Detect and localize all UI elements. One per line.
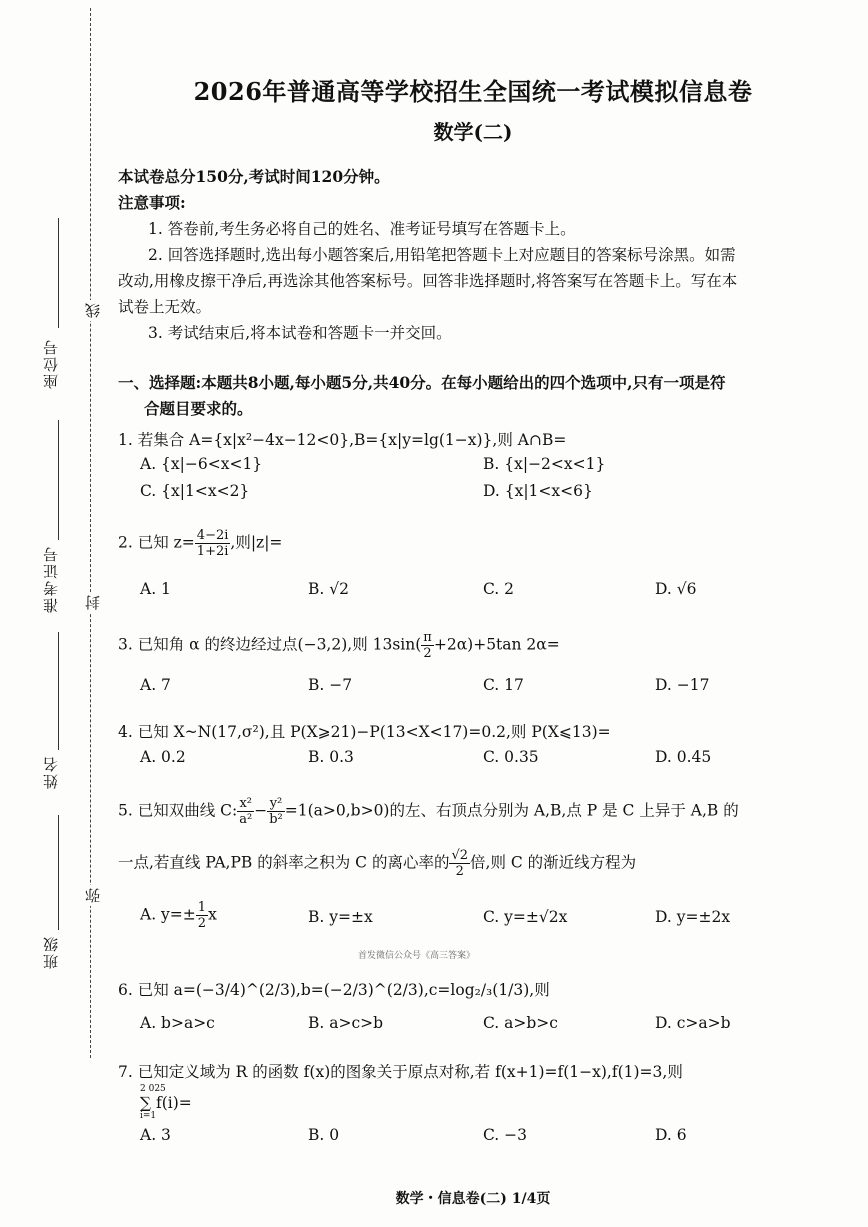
mark-seal: 封 <box>82 592 103 613</box>
exam-id-label: 准考证号 <box>42 545 60 613</box>
q3-option-a: A. 7 <box>140 676 171 694</box>
page-footer: 数学・信息卷(二) 1/4页 <box>395 1191 551 1207</box>
q5-fraction-y <box>267 796 285 827</box>
q3-denominator: 2 <box>423 646 432 661</box>
q5-stem-line2 <box>118 848 636 879</box>
notice-2c: 试卷上无效。 <box>118 298 212 316</box>
notice-1: 1. 答卷前,考生务必将自己的姓名、准考证号填写在答题卡上。 <box>148 220 576 238</box>
class-blank <box>58 815 59 930</box>
q2-stem-post: ,则|z|= <box>230 533 283 552</box>
q4-option-d: D. 0.45 <box>655 748 712 766</box>
q5-option-d: D. y=±2x <box>655 908 731 926</box>
q6-option-c: C. a>b>c <box>483 1014 558 1032</box>
q6-option-b: B. a>c>b <box>308 1014 384 1032</box>
watermark: 首发微信公众号《高三答案》 <box>358 951 476 961</box>
page-subtitle: 数学(二) <box>433 120 513 144</box>
q1-option-c: C. {x|1<x<2} <box>140 482 250 500</box>
q5-num-y: y² <box>267 796 285 812</box>
q1-option-d: D. {x|1<x<6} <box>483 482 593 500</box>
q6-option-a: A. b>a>c <box>140 1014 215 1032</box>
q2-option-d: D. √6 <box>655 580 697 598</box>
q7-sum: ∑ f(i)= <box>140 1094 192 1112</box>
q5-option-a-pre: A. y=± <box>140 905 196 924</box>
q3-option-c: C. 17 <box>483 676 524 694</box>
name-blank <box>58 632 59 750</box>
notice-heading: 注意事项: <box>118 193 186 212</box>
mark-line: 线 <box>82 300 103 321</box>
q5-option-c: C. y=±√2x <box>483 908 568 926</box>
notice-2a: 2. 回答选择题时,选出每小题答案后,用铅笔把答题卡上对应题目的答案标号涂黑。如需 <box>148 246 736 264</box>
q5-stem <box>118 796 739 827</box>
q5-fraction-ratio <box>449 848 470 879</box>
q4-option-c: C. 0.35 <box>483 748 539 766</box>
q4-option-b: B. 0.3 <box>308 748 354 766</box>
q2-option-a: A. 1 <box>140 580 171 598</box>
name-label: 姓名 <box>42 755 60 789</box>
q1-option-b: B. {x|−2<x<1} <box>483 455 606 473</box>
notice-2b: 改动,用橡皮擦干净后,再选涂其他答案标号。回答非选择题时,将答案写在答题卡上。写在本 <box>118 272 738 290</box>
q2-stem-pre: 2. 已知 z= <box>118 533 195 552</box>
mark-close: 弥 <box>82 885 103 906</box>
q7-sum-top: 2 025 <box>140 1084 166 1094</box>
q2-option-c: C. 2 <box>483 580 515 598</box>
seat-blank <box>58 218 59 328</box>
q3-option-b: B. −7 <box>308 676 353 694</box>
q4-option-a: A. 0.2 <box>140 748 186 766</box>
exam-id-blank <box>58 420 59 540</box>
q5-option-a-fraction <box>196 900 208 931</box>
q1-stem: 1. 若集合 A={x|x²−4x−12<0},B={x|y=lg(1−x)},则 A∩B= <box>118 431 567 449</box>
q3-fraction <box>421 630 434 661</box>
q3-numerator: π <box>423 630 432 645</box>
section-heading: 一、选择题:本题共8小题,每小题5分,共40分。在每小题给出的四个选项中,只有一项是符 <box>118 373 726 392</box>
q5-num-x: x² <box>237 796 254 812</box>
score-time: 本试卷总分150分,考试时间120分钟。 <box>118 167 390 186</box>
q5-option-a-num: 1 <box>197 900 207 915</box>
q6-option-d: D. c>a>b <box>655 1014 731 1032</box>
q5-option-b: B. y=±x <box>308 908 373 926</box>
q7-option-a: A. 3 <box>140 1126 171 1144</box>
q5-num-ratio: √2 <box>451 848 469 863</box>
page-title: 2026年普通高等学校招生全国统一考试模拟信息卷 <box>193 77 753 106</box>
q2-stem <box>118 528 282 559</box>
q3-stem <box>118 630 560 661</box>
q1-option-a: A. {x|−6<x<1} <box>140 455 263 473</box>
q4-stem: 4. 已知 X~N(17,σ²),且 P(X⩾21)−P(13<X<17)=0.2,则 P(X⩽13)= <box>118 723 611 741</box>
q5-option-a <box>140 900 217 931</box>
q3-stem-post: +2α)+5tan 2α= <box>433 635 560 654</box>
q6-stem: 6. 已知 a=(−3/4)^(2/3),b=(−2/3)^(2/3),c=log₂/₃(1/3),则 <box>118 981 550 999</box>
q5-den-ratio: 2 <box>455 864 464 879</box>
q5-stem-post: =1(a>0,b>0)的左、右顶点分别为 A,B,点 P 是 C 上异于 A,B 的 <box>284 801 739 820</box>
notice-3: 3. 考试结束后,将本试卷和答题卡一并交回。 <box>148 324 452 342</box>
q2-fraction <box>195 528 231 559</box>
q7-option-b: B. 0 <box>308 1126 340 1144</box>
q2-denominator: 1+2i <box>196 544 229 559</box>
q5-fraction-x <box>237 796 254 827</box>
q5-den-a: a² <box>239 812 253 827</box>
seat-label: 座位号 <box>42 338 60 389</box>
q5-line2-pre: 一点,若直线 PA,PB 的斜率之积为 C 的离心率的 <box>118 853 450 872</box>
q5-option-a-den: 2 <box>197 916 207 931</box>
q3-option-d: D. −17 <box>655 676 710 694</box>
q5-line2-post: 倍,则 C 的渐近线方程为 <box>470 853 637 872</box>
q7-stem: 7. 已知定义域为 R 的函数 f(x)的图象关于原点对称,若 f(x+1)=f(1−x),f(1)=3,则 <box>118 1063 683 1081</box>
binding-margin <box>0 0 108 1227</box>
q5-stem-pre: 5. 已知双曲线 C: <box>118 801 238 820</box>
q7-option-d: D. 6 <box>655 1126 687 1144</box>
q7-option-c: C. −3 <box>483 1126 528 1144</box>
q5-den-b: b² <box>269 812 283 827</box>
q5-option-a-post: x <box>208 905 217 924</box>
class-label: 班级 <box>42 935 60 969</box>
q2-option-b: B. √2 <box>308 580 349 598</box>
section-heading-cont: 合题目要求的。 <box>144 399 253 418</box>
q2-numerator: 4−2i <box>196 528 229 543</box>
q3-stem-pre: 3. 已知角 α 的终边经过点(−3,2),则 13sin( <box>118 635 422 654</box>
q5-minus: − <box>254 801 268 820</box>
q7-sum-bottom: i=1 <box>140 1111 157 1121</box>
